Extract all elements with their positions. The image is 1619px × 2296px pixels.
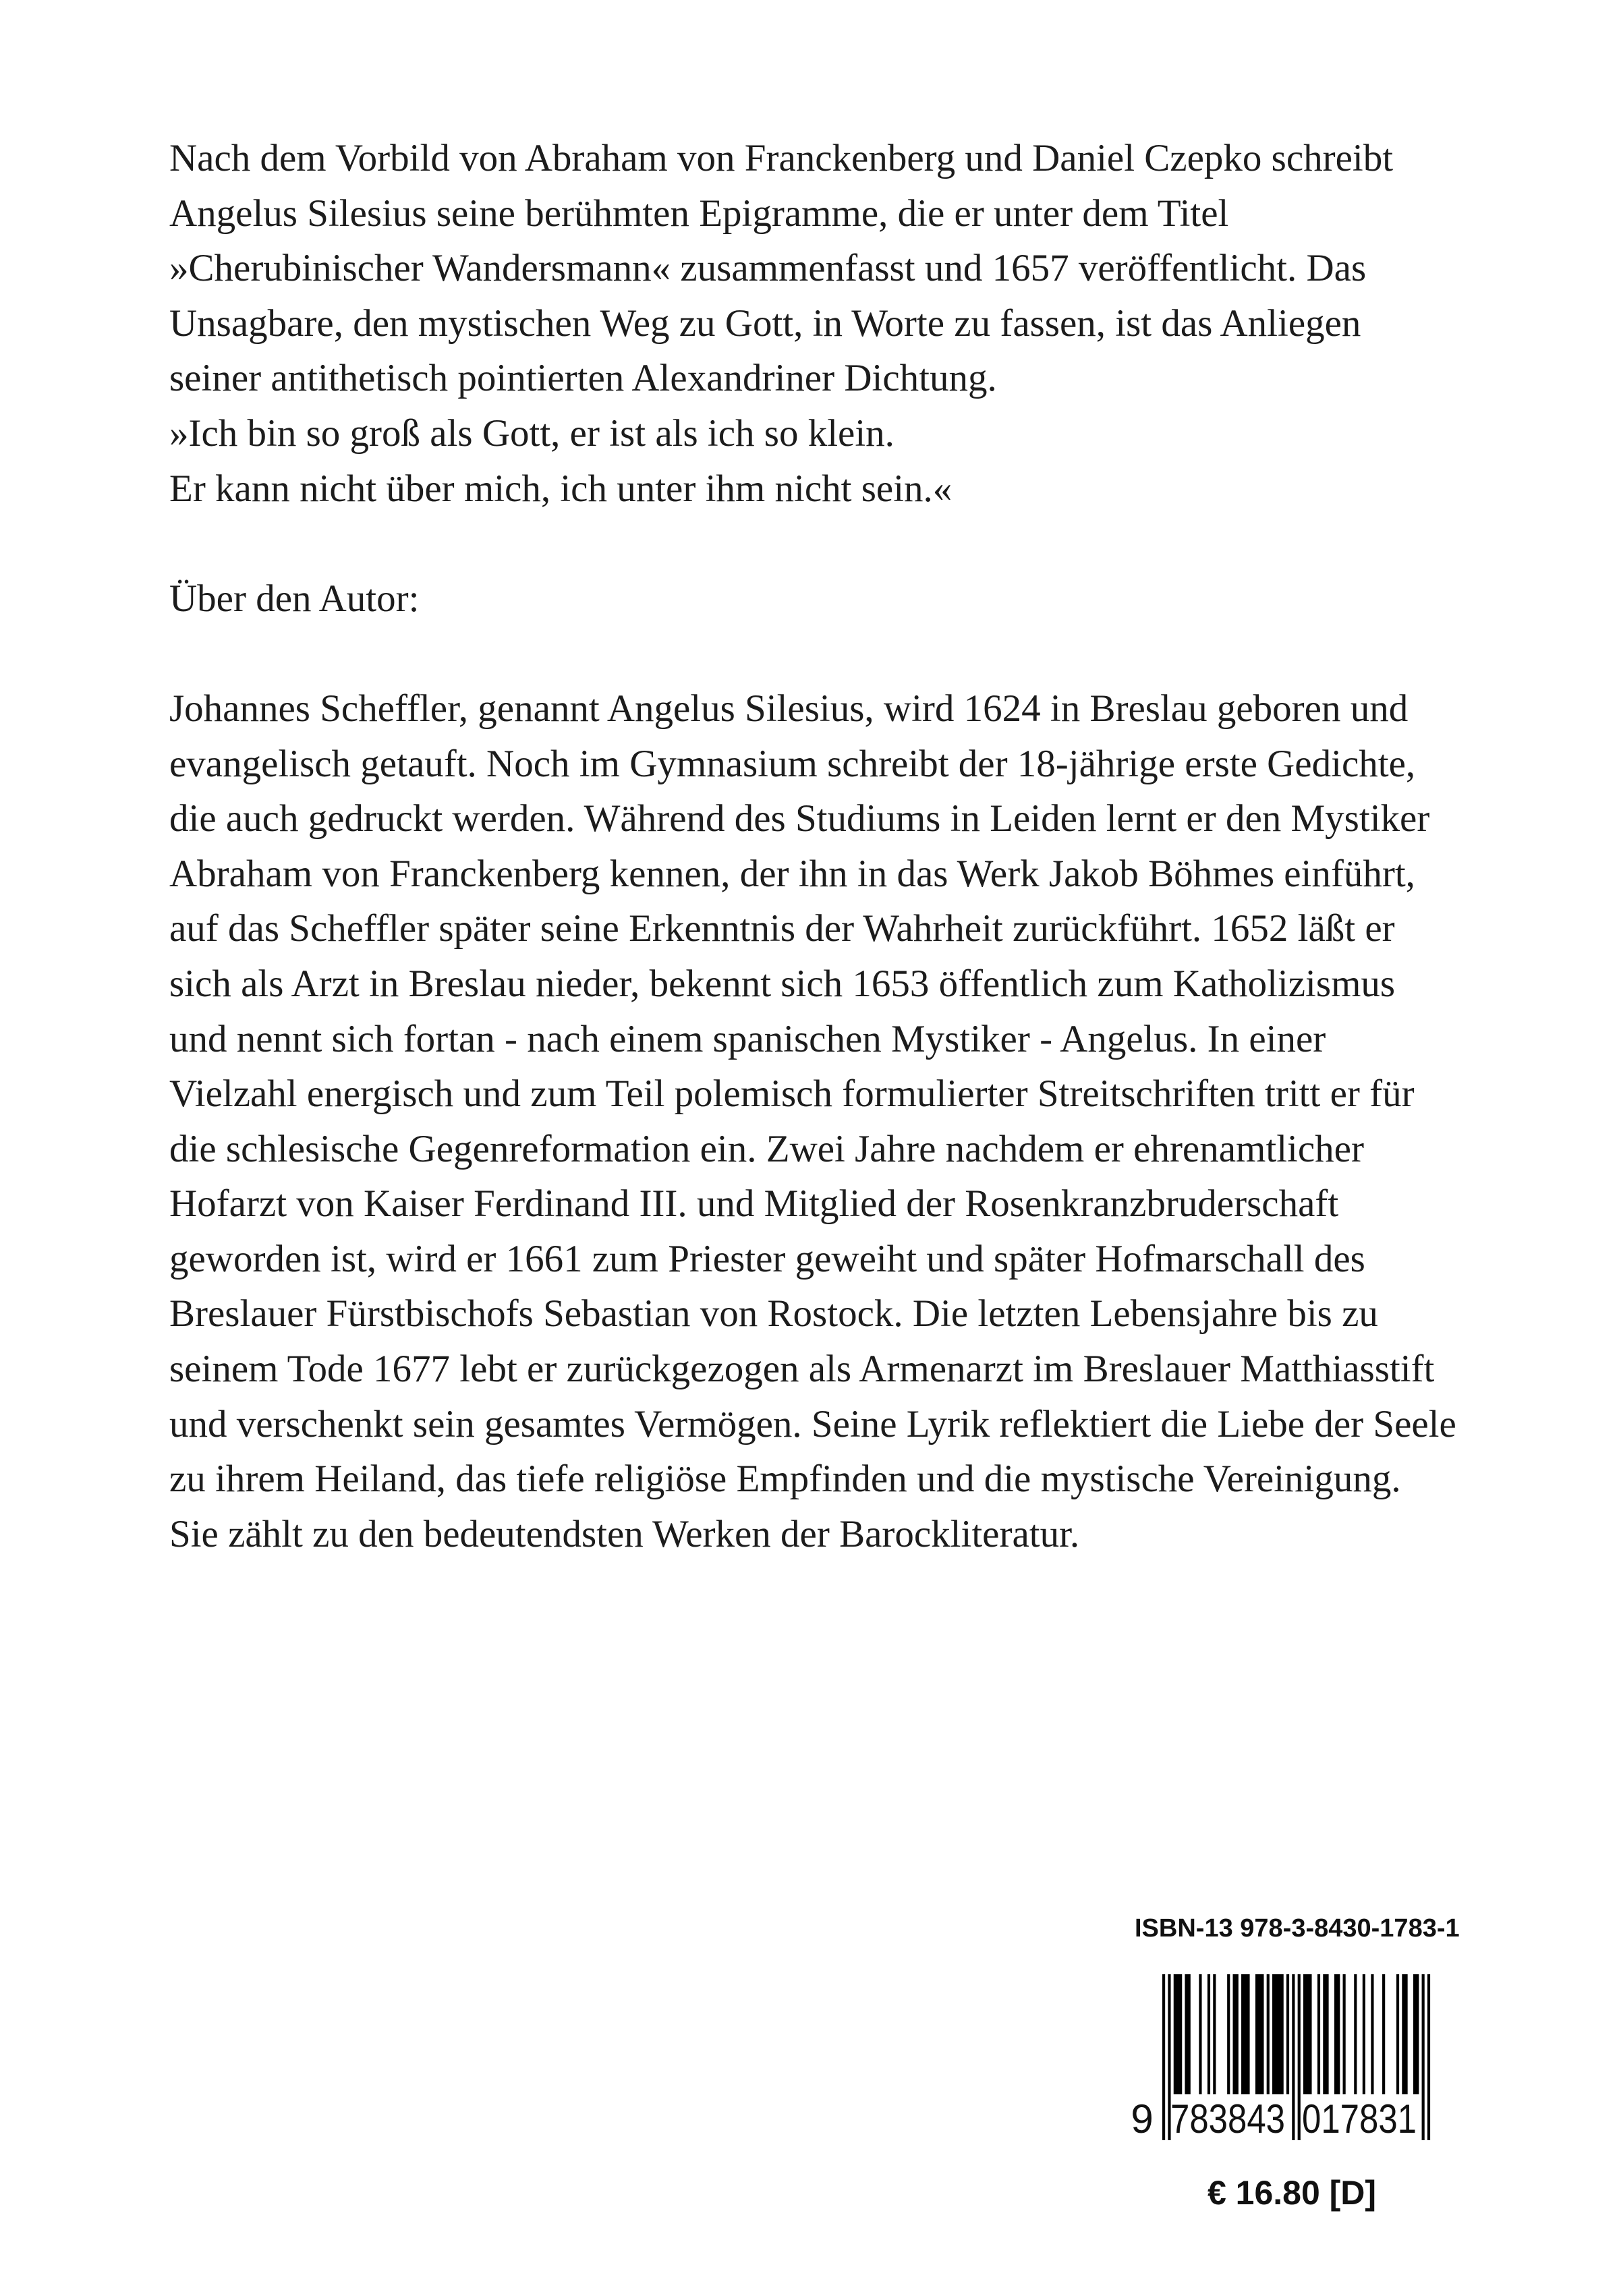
- text-line: die schlesische Gegenreformation ein. Zwei Jahre nachdem er ehrenamtlicher: [169, 1127, 1364, 1170]
- barcode-guard-bar: [1292, 1974, 1295, 2140]
- text-line: »Ich bin so groß als Gott, er ist als ich so klein.: [169, 411, 894, 455]
- barcode-left-digits: 783843: [1170, 2096, 1285, 2142]
- barcode-bar: [1208, 1974, 1210, 2094]
- text-line: Er kann nicht über mich, ich unter ihm nicht sein.«: [169, 467, 953, 510]
- back-cover-text: [169, 131, 1456, 1561]
- barcode-bar: [1363, 1974, 1365, 2094]
- text-line: Johannes Scheffler, genannt Angelus Silesius, wird 1624 in Breslau geboren und: [169, 687, 1409, 730]
- text-line: Abraham von Franckenberg kennen, der ihn in das Werk Jakob Böhmes einführt,: [169, 852, 1415, 895]
- text-line: Vielzahl energisch und zum Teil polemisch formulierter Streitschriften tritt er für: [169, 1072, 1415, 1116]
- barcode-first-digit: 9: [1131, 2096, 1154, 2142]
- barcode-bar: [1413, 1974, 1419, 2094]
- text-line: Angelus Silesius seine berühmten Epigramme, die er unter dem Titel: [169, 192, 1229, 235]
- barcode-bar: [1402, 1974, 1407, 2094]
- text-line: geworden ist, wird er 1661 zum Priester geweiht und später Hofmarschall des: [169, 1237, 1365, 1280]
- barcode-bar: [1255, 1974, 1264, 2094]
- barcode-bar: [1334, 1974, 1340, 2094]
- ean13-barcode: [1120, 1956, 1457, 2152]
- author-heading: Über den Autor:: [169, 577, 420, 620]
- text-line: Nach dem Vorbild von Abraham von Franckenberg und Daniel Czepko schreibt: [169, 137, 1394, 179]
- text-line: die auch gedruckt werden. Während des Studiums in Leiden lernt er den Mystiker: [169, 797, 1430, 840]
- barcode-bar: [1323, 1974, 1328, 2094]
- barcode-bar: [1303, 1974, 1312, 2094]
- text-line: Breslauer Fürstbischofs Sebastian von Rostock. Die letzten Lebensjahre bis zu: [169, 1292, 1378, 1336]
- barcode-bar: [1233, 1974, 1239, 2094]
- blurb-paragraph: [169, 131, 1456, 516]
- text-line: evangelisch getauft. Noch im Gymnasium schreibt der 18-jährige erste Gedichte,: [169, 742, 1416, 785]
- text-line: und verschenkt sein gesamtes Vermögen. Seine Lyrik reflektiert die Liebe der Seele: [169, 1402, 1456, 1445]
- barcode-bar: [1382, 1974, 1385, 2094]
- text-line: seinem Tode 1677 lebt er zurückgezogen als Armenarzt im Breslauer Matthiasstift: [169, 1348, 1435, 1391]
- text-line: zu ihrem Heiland, das tiefe religiöse Empfinden und die mystische Vereinigung.: [169, 1458, 1401, 1501]
- barcode-bar: [1272, 1974, 1284, 2094]
- text-line: sich als Arzt in Breslau nieder, bekennt sich 1653 öffentlich zum Katholizismus: [169, 962, 1396, 1005]
- barcode-bar: [1213, 1974, 1216, 2094]
- barcode-bar: [1286, 1974, 1289, 2094]
- barcode-bar: [1267, 1974, 1270, 2094]
- text-line: und nennt sich fortan - nach einem spanischen Mystiker - Angelus. In einer: [169, 1017, 1326, 1060]
- barcode-bar: [1241, 1974, 1250, 2094]
- barcode-bar: [1371, 1974, 1373, 2094]
- barcode-bar: [1396, 1974, 1399, 2094]
- text-line: Hofarzt von Kaiser Ferdinand III. und Mitglied der Rosenkranzbruderschaft: [169, 1182, 1339, 1226]
- barcode-guard-bar: [1162, 1974, 1165, 2140]
- barcode-guard-bar: [1427, 1974, 1430, 2140]
- barcode-bar: [1185, 1974, 1190, 2094]
- barcode-right-digits: 017831: [1302, 2096, 1417, 2142]
- text-line: seiner antithetisch pointierten Alexandriner Dichtung.: [169, 357, 997, 400]
- barcode-guard-bar: [1298, 1974, 1301, 2140]
- isbn-label: ISBN-13 978-3-8430-1783-1: [1135, 1914, 1460, 1943]
- text-line: »Cherubinischer Wandersmann« zusammenfasst und 1657 veröffentlicht. Das: [169, 247, 1367, 290]
- barcode-bar: [1317, 1974, 1320, 2094]
- barcode-bar: [1354, 1974, 1357, 2094]
- price-label: € 16.80 [D]: [1207, 2174, 1377, 2212]
- barcode-bar: [1199, 1974, 1201, 2094]
- text-line: Sie zählt zu den bedeutendsten Werken der Barockliteratur.: [169, 1512, 1080, 1555]
- text-line: auf das Scheffler später seine Erkenntnis der Wahrheit zurückführt. 1652 läßt er: [169, 907, 1395, 950]
- barcode-guard-bar: [1422, 1974, 1425, 2140]
- barcode-bar: [1227, 1974, 1230, 2094]
- text-line: Unsagbare, den mystischen Weg zu Gott, in Worte zu fassen, ist das Anliegen: [169, 302, 1361, 345]
- barcode-bar: [1343, 1974, 1346, 2094]
- author-bio-paragraph: [169, 681, 1456, 1562]
- barcode-bar: [1174, 1974, 1183, 2094]
